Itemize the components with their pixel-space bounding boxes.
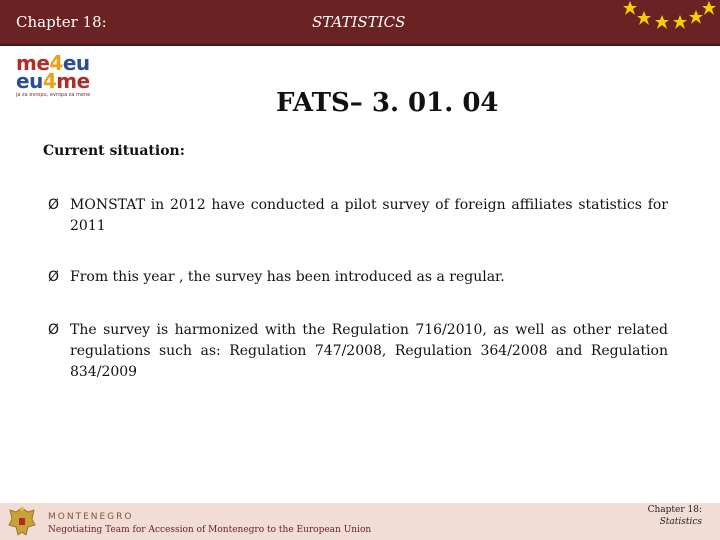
- montenegro-crest-icon: [4, 505, 40, 539]
- me4eu-logo: me4eu eu4me ja za evropu, evropa za mene: [16, 54, 136, 98]
- arrow-bullet-icon: Ø: [48, 322, 60, 338]
- bullet-item: Ø The survey is harmonized with the Regulation 716/2010, as well as other related regulations such as: Regulation 747/2008, Regulation 364/2008 and Regulation 834/2009: [48, 322, 668, 380]
- footer-chapter: Chapter 18: Statistics: [647, 505, 702, 527]
- footer-country: MONTENEGRO: [48, 512, 134, 522]
- logo-tagline: ja za evropu, evropa za mene: [16, 92, 91, 98]
- bullet-item: Ø MONSTAT in 2012 have conducted a pilot survey of foreign affiliates statistics for 2011: [48, 197, 668, 234]
- eu-stars-icon: [610, 0, 720, 44]
- footer-team: Negotiating Team for Accession of Montenegro to the European Union: [48, 525, 372, 535]
- bullet-item: Ø From this year , the survey has been introduced as a regular.: [48, 267, 668, 288]
- header-bar: [0, 0, 720, 46]
- arrow-bullet-icon: Ø: [48, 197, 60, 213]
- slide-title: FATS– 3. 01. 04: [276, 88, 499, 118]
- arrow-bullet-icon: Ø: [48, 269, 60, 285]
- chapter-label: Chapter 18:: [16, 13, 107, 31]
- section-heading: Current situation:: [43, 143, 185, 159]
- subject-label: STATISTICS: [312, 13, 406, 31]
